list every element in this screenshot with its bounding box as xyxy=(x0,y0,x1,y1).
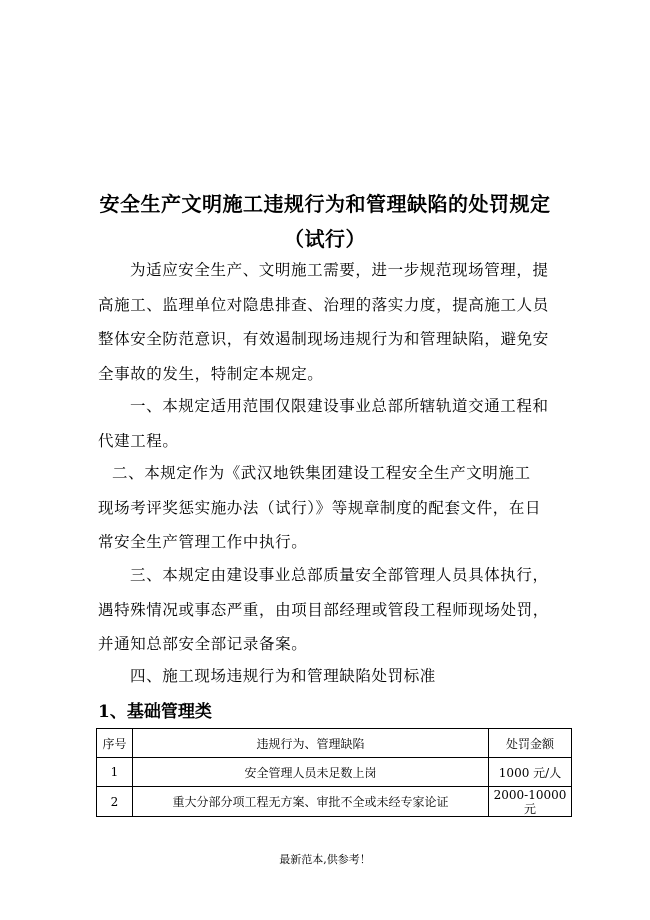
clause-4 xyxy=(98,659,558,694)
clause-line: 一、本规定适用范围仅限建设事业总部所辖轨道交通工程和 xyxy=(130,397,549,415)
cell-item: 重大分部分项工程无方案、审批不全或未经专家论证 xyxy=(133,787,489,817)
intro-line: 全事故的发生，特制定本规定。 xyxy=(98,364,324,383)
clause-line: 二、本规定作为《武汉地铁集团建设工程安全生产文明施工 xyxy=(112,464,531,482)
cell-no: 2 xyxy=(97,787,133,817)
clause-1 xyxy=(98,389,558,458)
clause-line: 遇特殊情况或事态严重，由项目部经理或管段工程师现场处罚， xyxy=(98,600,549,619)
cell-item: 安全管理人员未足数上岗 xyxy=(133,758,489,787)
table-row xyxy=(97,758,572,787)
header-penalty: 处罚金额 xyxy=(489,729,572,758)
section-heading: 1、基础管理类 xyxy=(98,702,212,722)
header-item: 违规行为、管理缺陷 xyxy=(133,729,489,758)
intro-line: 整体安全防范意识，有效遏制现场违规行为和管理缺陷，避免安 xyxy=(98,330,549,348)
clause-line: 四、施工现场违规行为和管理缺陷处罚标准 xyxy=(130,667,436,685)
table-header-row xyxy=(97,729,572,758)
intro-line: 为适应安全生产、文明施工需要，进一步规范现场管理，提 xyxy=(130,261,549,279)
page-footer: 最新范本,供参考！ xyxy=(279,853,371,866)
penalty-amount: 2000-10000 xyxy=(493,787,567,802)
penalty-table xyxy=(96,728,572,817)
document-title-suffix: （试行） xyxy=(284,227,366,251)
penalty-unit: 元 xyxy=(523,801,536,816)
cell-penalty: 1000 元/人 xyxy=(489,758,572,787)
clause-line: 现场考评奖惩实施办法（试行）》等规章制度的配套文件，在日 xyxy=(98,498,542,517)
document-title: 安全生产文明施工违规行为和管理缺陷的处罚规定 xyxy=(99,192,551,216)
clause-line: 常安全生产管理工作中执行。 xyxy=(98,533,308,551)
clause-3 xyxy=(98,558,558,662)
intro-paragraph xyxy=(98,253,558,391)
intro-line: 高施工、监理单位对隐患排查、治理的落实力度，提高施工人员 xyxy=(98,295,549,314)
table-row xyxy=(97,787,572,817)
header-no: 序号 xyxy=(97,729,133,758)
cell-penalty xyxy=(489,787,572,817)
clause-2 xyxy=(92,456,552,560)
clause-line: 三、本规定由建设事业总部质量安全部管理人员具体执行， xyxy=(130,566,549,584)
cell-no: 1 xyxy=(97,758,133,787)
clause-line: 并通知总部安全部记录备案。 xyxy=(98,635,308,653)
clause-line: 代建工程。 xyxy=(98,431,179,450)
